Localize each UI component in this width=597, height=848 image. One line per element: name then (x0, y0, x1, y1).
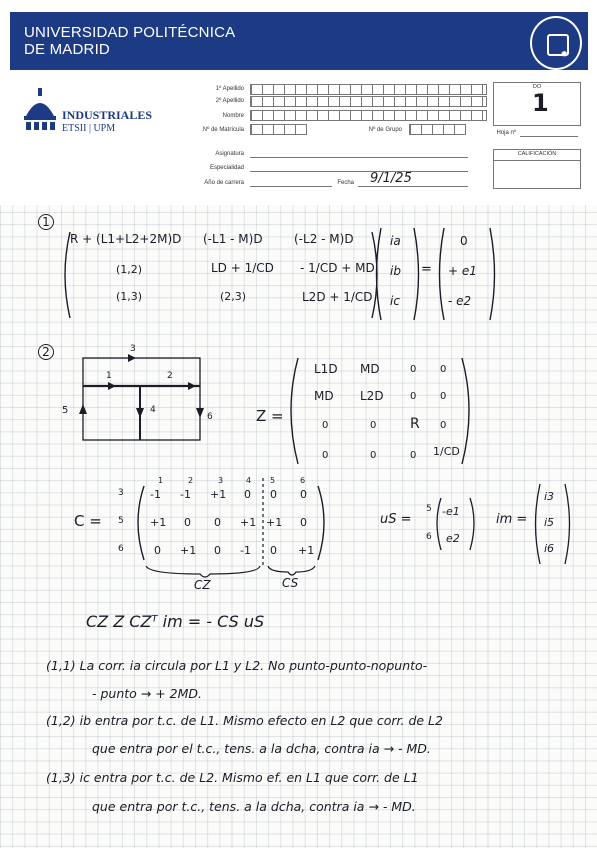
c-row-label: 3 (118, 488, 124, 498)
q1-m12: (-L1 - M)D (203, 232, 263, 246)
c-cell: -1 (150, 488, 161, 501)
label-matricula: Nº de Matrícula (202, 127, 244, 133)
z-r4c1: 0 (322, 450, 329, 461)
us-val: e2 (446, 532, 460, 545)
note-line: (1,1) La corr. ia circula por L1 y L2. No punto-punto-nopunto- (46, 658, 428, 673)
c-cell: 0 (300, 516, 307, 529)
fecha-value: 9/1/25 (370, 171, 412, 186)
graph-label-1: 1 (106, 371, 112, 381)
q1-m33: L2D + 1/CD (302, 290, 373, 304)
z-r1c4: 0 (440, 364, 447, 375)
us-label: uS = (380, 512, 412, 527)
graph-label-2: 2 (167, 371, 173, 381)
im-val: i3 (544, 490, 555, 503)
z-r3c2: 0 (370, 420, 377, 431)
box-label: DO (532, 84, 542, 90)
label-ano: Año de carrera (204, 180, 244, 186)
note-line: - punto → + 2MD. (92, 686, 203, 701)
c-cell: 0 (214, 544, 221, 557)
note-line: (1,3) ic entra por t.c. de L2. Mismo ef. en L1 que corr. de L1 (46, 770, 419, 785)
q2-number: 2 (38, 344, 54, 360)
z-r4c2: 0 (370, 450, 377, 461)
school-subtitle: ETSII | UPM (62, 123, 116, 134)
z-r3c4: 0 (440, 420, 447, 431)
im-val: i6 (544, 542, 555, 555)
q1-number: 1 (38, 214, 54, 230)
university-name: UNIVERSIDAD POLITÉCNICA DE MADRID (24, 24, 236, 58)
q1-m22: LD + 1/CD (211, 261, 274, 275)
z-r2c1: MD (314, 389, 334, 403)
c-col-6: 6 (300, 476, 306, 485)
box-number: 1 (532, 89, 549, 117)
label-asignatura: Asignatura (215, 151, 244, 157)
q1-m13: (-L2 - M)D (294, 232, 354, 246)
cz-label: CZ (194, 578, 211, 592)
c-cell: +1 (240, 516, 257, 529)
label-fecha: Fecha (337, 180, 354, 186)
c-col-3: 3 (218, 476, 224, 485)
c-cell: +1 (298, 544, 315, 557)
z-r2c3: 0 (410, 391, 417, 402)
cs-label: CS (282, 576, 299, 590)
z-r4c4: 1/CD (433, 445, 460, 458)
c-cell: +1 (180, 544, 197, 557)
mesh-equation: CZ Z CZᵀ im = - CS uS (86, 612, 265, 631)
c-col-1: 1 (158, 476, 164, 485)
q1-m23: - 1/CD + MD (300, 261, 375, 275)
z-r1c3: 0 (410, 364, 417, 375)
z-r3c1: 0 (322, 420, 329, 431)
z-r4c3: 0 (410, 450, 417, 461)
c-cell: -1 (240, 544, 251, 557)
label-grupo: Nº de Grupo (368, 127, 402, 133)
z-r2c4: 0 (440, 391, 447, 402)
us-val: -e1 (442, 505, 460, 518)
z-r3c3: R (410, 416, 420, 432)
c-cell: 0 (270, 544, 277, 557)
q1-m11: R + (L1+L2+2M)D (70, 232, 182, 246)
calificacion-label: CALIFICACIÓN (517, 151, 557, 157)
c-cell: -1 (180, 488, 191, 501)
q1-equals: = (421, 262, 432, 277)
c-row-label: 6 (118, 544, 124, 554)
c-col-4: 4 (246, 476, 252, 485)
q1-r2: + e1 (448, 264, 477, 278)
c-label: C = (74, 512, 102, 530)
c-cell: +1 (150, 516, 167, 529)
c-cell: 0 (244, 488, 251, 501)
us-row-label: 5 (426, 504, 432, 514)
c-cell: 0 (300, 488, 307, 501)
c-cell: +1 (210, 488, 227, 501)
c-cell: +1 (266, 516, 283, 529)
graph-label-5: 5 (62, 405, 69, 416)
c-col-5: 5 (270, 476, 276, 485)
c-cell: 0 (184, 516, 191, 529)
note-line: que entra por el t.c., tens. a la dcha, contra ia → - MD. (92, 741, 431, 756)
q1-m31: (1,3) (116, 290, 143, 303)
label-apellido1: 1º Apellido (215, 86, 244, 92)
im-val: i5 (544, 516, 555, 529)
label-apellido2: 2º Apellido (215, 98, 244, 104)
c-cell: 0 (154, 544, 161, 557)
q1-m21: (1,2) (116, 263, 143, 276)
note-line: que entra por t.c., tens. a la dcha, contra ia → - MD. (92, 799, 416, 814)
c-cell: 0 (214, 516, 221, 529)
school-name: INDUSTRIALES (62, 108, 153, 122)
c-col-2: 2 (188, 476, 194, 485)
university-seal-icon: ✹ (530, 16, 582, 70)
q1-i3: ic (390, 294, 400, 308)
z-r2c2: L2D (360, 389, 384, 403)
label-hoja: Hoja nº (496, 130, 516, 136)
q1-i1: ia (390, 234, 401, 248)
z-label: Z = (256, 407, 284, 425)
graph-label-6: 6 (207, 412, 213, 422)
im-label: im = (496, 512, 528, 527)
z-r1c1: L1D (314, 362, 338, 376)
us-row-label: 6 (426, 532, 432, 542)
q1-r3: - e2 (448, 294, 472, 308)
q1-i2: ib (390, 264, 401, 278)
z-r1c2: MD (360, 362, 380, 376)
note-line: (1,2) ib entra por t.c. de L1. Mismo efecto en L2 que corr. de L2 (46, 713, 443, 728)
q1-r1: 0 (460, 234, 468, 248)
c-row-label: 5 (118, 516, 124, 526)
label-especialidad: Especialidad (209, 165, 244, 171)
graph-label-3: 3 (130, 344, 136, 354)
graph-label-4: 4 (150, 405, 156, 415)
q1-m32: (2,3) (220, 290, 247, 303)
c-cell: 0 (270, 488, 277, 501)
label-nombre: Nombre (222, 113, 244, 119)
